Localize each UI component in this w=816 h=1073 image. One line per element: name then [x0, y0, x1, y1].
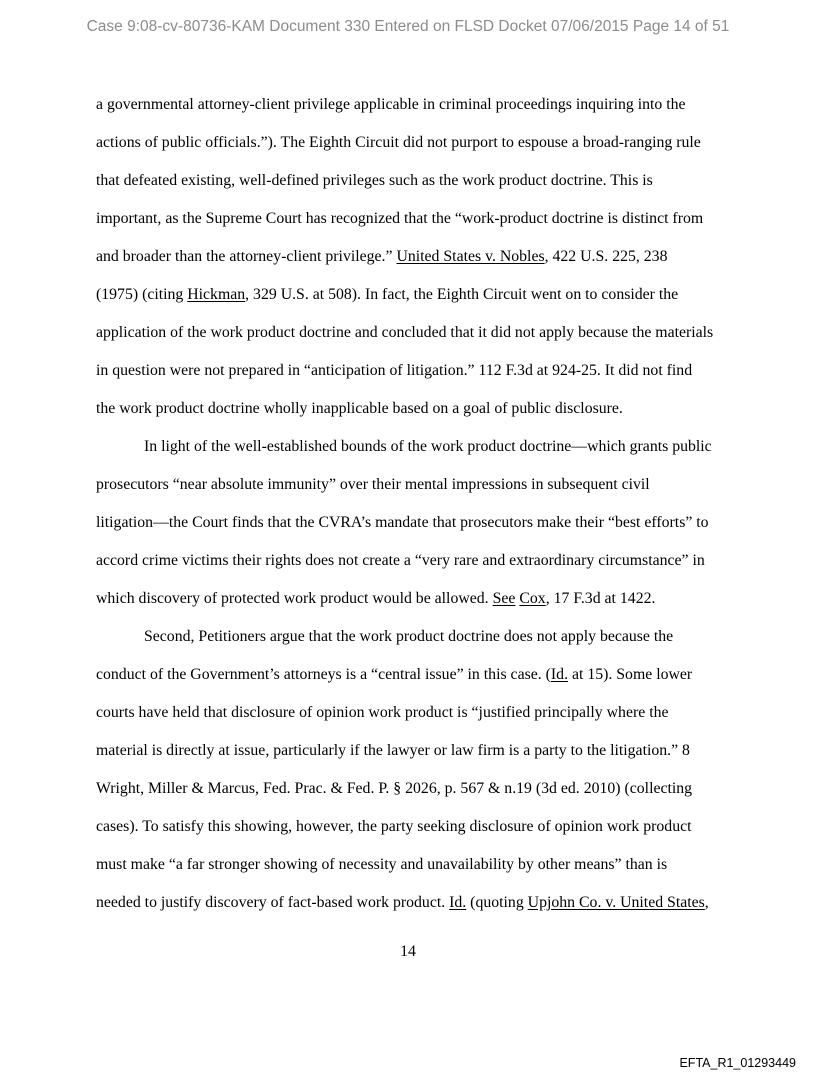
body-line-9: the work product doctrine wholly inapplicable based on a goal of public disclosure.	[96, 400, 623, 417]
body-line-6: (1975) (citing Hickman, 329 U.S. at 508). In fact, the Eighth Circuit went on to consider the	[96, 286, 679, 303]
body-line-7: application of the work product doctrine and concluded that it did not apply because the materials	[96, 324, 714, 341]
body-line-2: actions of public officials.”). The Eighth Circuit did not purport to espouse a broad-ranging rule	[96, 134, 701, 151]
body-line-5: and broader than the attorney-client privilege.” United States v. Nobles, 422 U.S. 225, 238	[96, 248, 668, 265]
body-line-17: courts have held that disclosure of opinion work product is “justified principally where the	[96, 704, 669, 721]
body-line-13: accord crime victims their rights does not create a “very rare and extraordinary circumstance” in	[96, 552, 705, 569]
body-line-14: which discovery of protected work product would be allowed. See Cox, 17 F.3d at 1422.	[96, 590, 656, 607]
case-header: Case 9:08-cv-80736-KAM Document 330 Entered on FLSD Docket 07/06/2015 Page 14 of 51	[86, 18, 730, 35]
case-citation: Hickman	[187, 286, 246, 303]
body-line-19: Wright, Miller & Marcus, Fed. Prac. & Fed. P. § 2026, p. 567 & n.19 (3d ed. 2010) (collecting	[96, 780, 693, 797]
body-line-22: needed to justify discovery of fact-based work product. Id. (quoting Upjohn Co. v. United States,	[96, 894, 709, 911]
body-line-12: litigation—the Court finds that the CVRA’s mandate that prosecutors make their “best efforts” to	[96, 514, 709, 531]
body-line-20: cases). To satisfy this showing, however, the party seeking disclosure of opinion work product	[96, 818, 692, 835]
case-citation: United States v. Nobles	[396, 248, 545, 265]
body-line-3: that defeated existing, well-defined privileges such as the work product doctrine. This is	[96, 172, 653, 189]
body-line-4: important, as the Supreme Court has recognized that the “work-product doctrine is distinct from	[96, 210, 704, 227]
body-line-18: material is directly at issue, particularly if the lawyer or law firm is a party to the litigation.” 8	[96, 742, 690, 759]
body-line-11: prosecutors “near absolute immunity” over their mental impressions in subsequent civil	[96, 476, 650, 493]
page-number: 14	[400, 943, 416, 960]
bates-number: EFTA_R1_01293449	[679, 1056, 796, 1070]
body-line-8: in question were not prepared in “anticipation of litigation.” 112 F.3d at 924-25. It did not find	[96, 362, 693, 379]
body-line-15: Second, Petitioners argue that the work product doctrine does not apply because the	[144, 628, 674, 645]
body-line-1: a governmental attorney-client privilege applicable in criminal proceedings inquiring into the	[96, 96, 686, 113]
case-citation: Cox	[519, 590, 546, 607]
case-citation: Upjohn Co. v. United States	[527, 894, 705, 911]
body-line-10: In light of the well-established bounds of the work product doctrine—which grants public	[144, 438, 712, 455]
body-line-16: conduct of the Government’s attorneys is a “central issue” in this case. (Id. at 15). Some lower	[96, 666, 693, 683]
body-line-21: must make “a far stronger showing of necessity and unavailability by other means” than is	[96, 856, 668, 873]
id-citation: Id.	[449, 894, 467, 911]
id-citation: Id.	[550, 666, 569, 683]
signal-see: See	[492, 590, 516, 607]
